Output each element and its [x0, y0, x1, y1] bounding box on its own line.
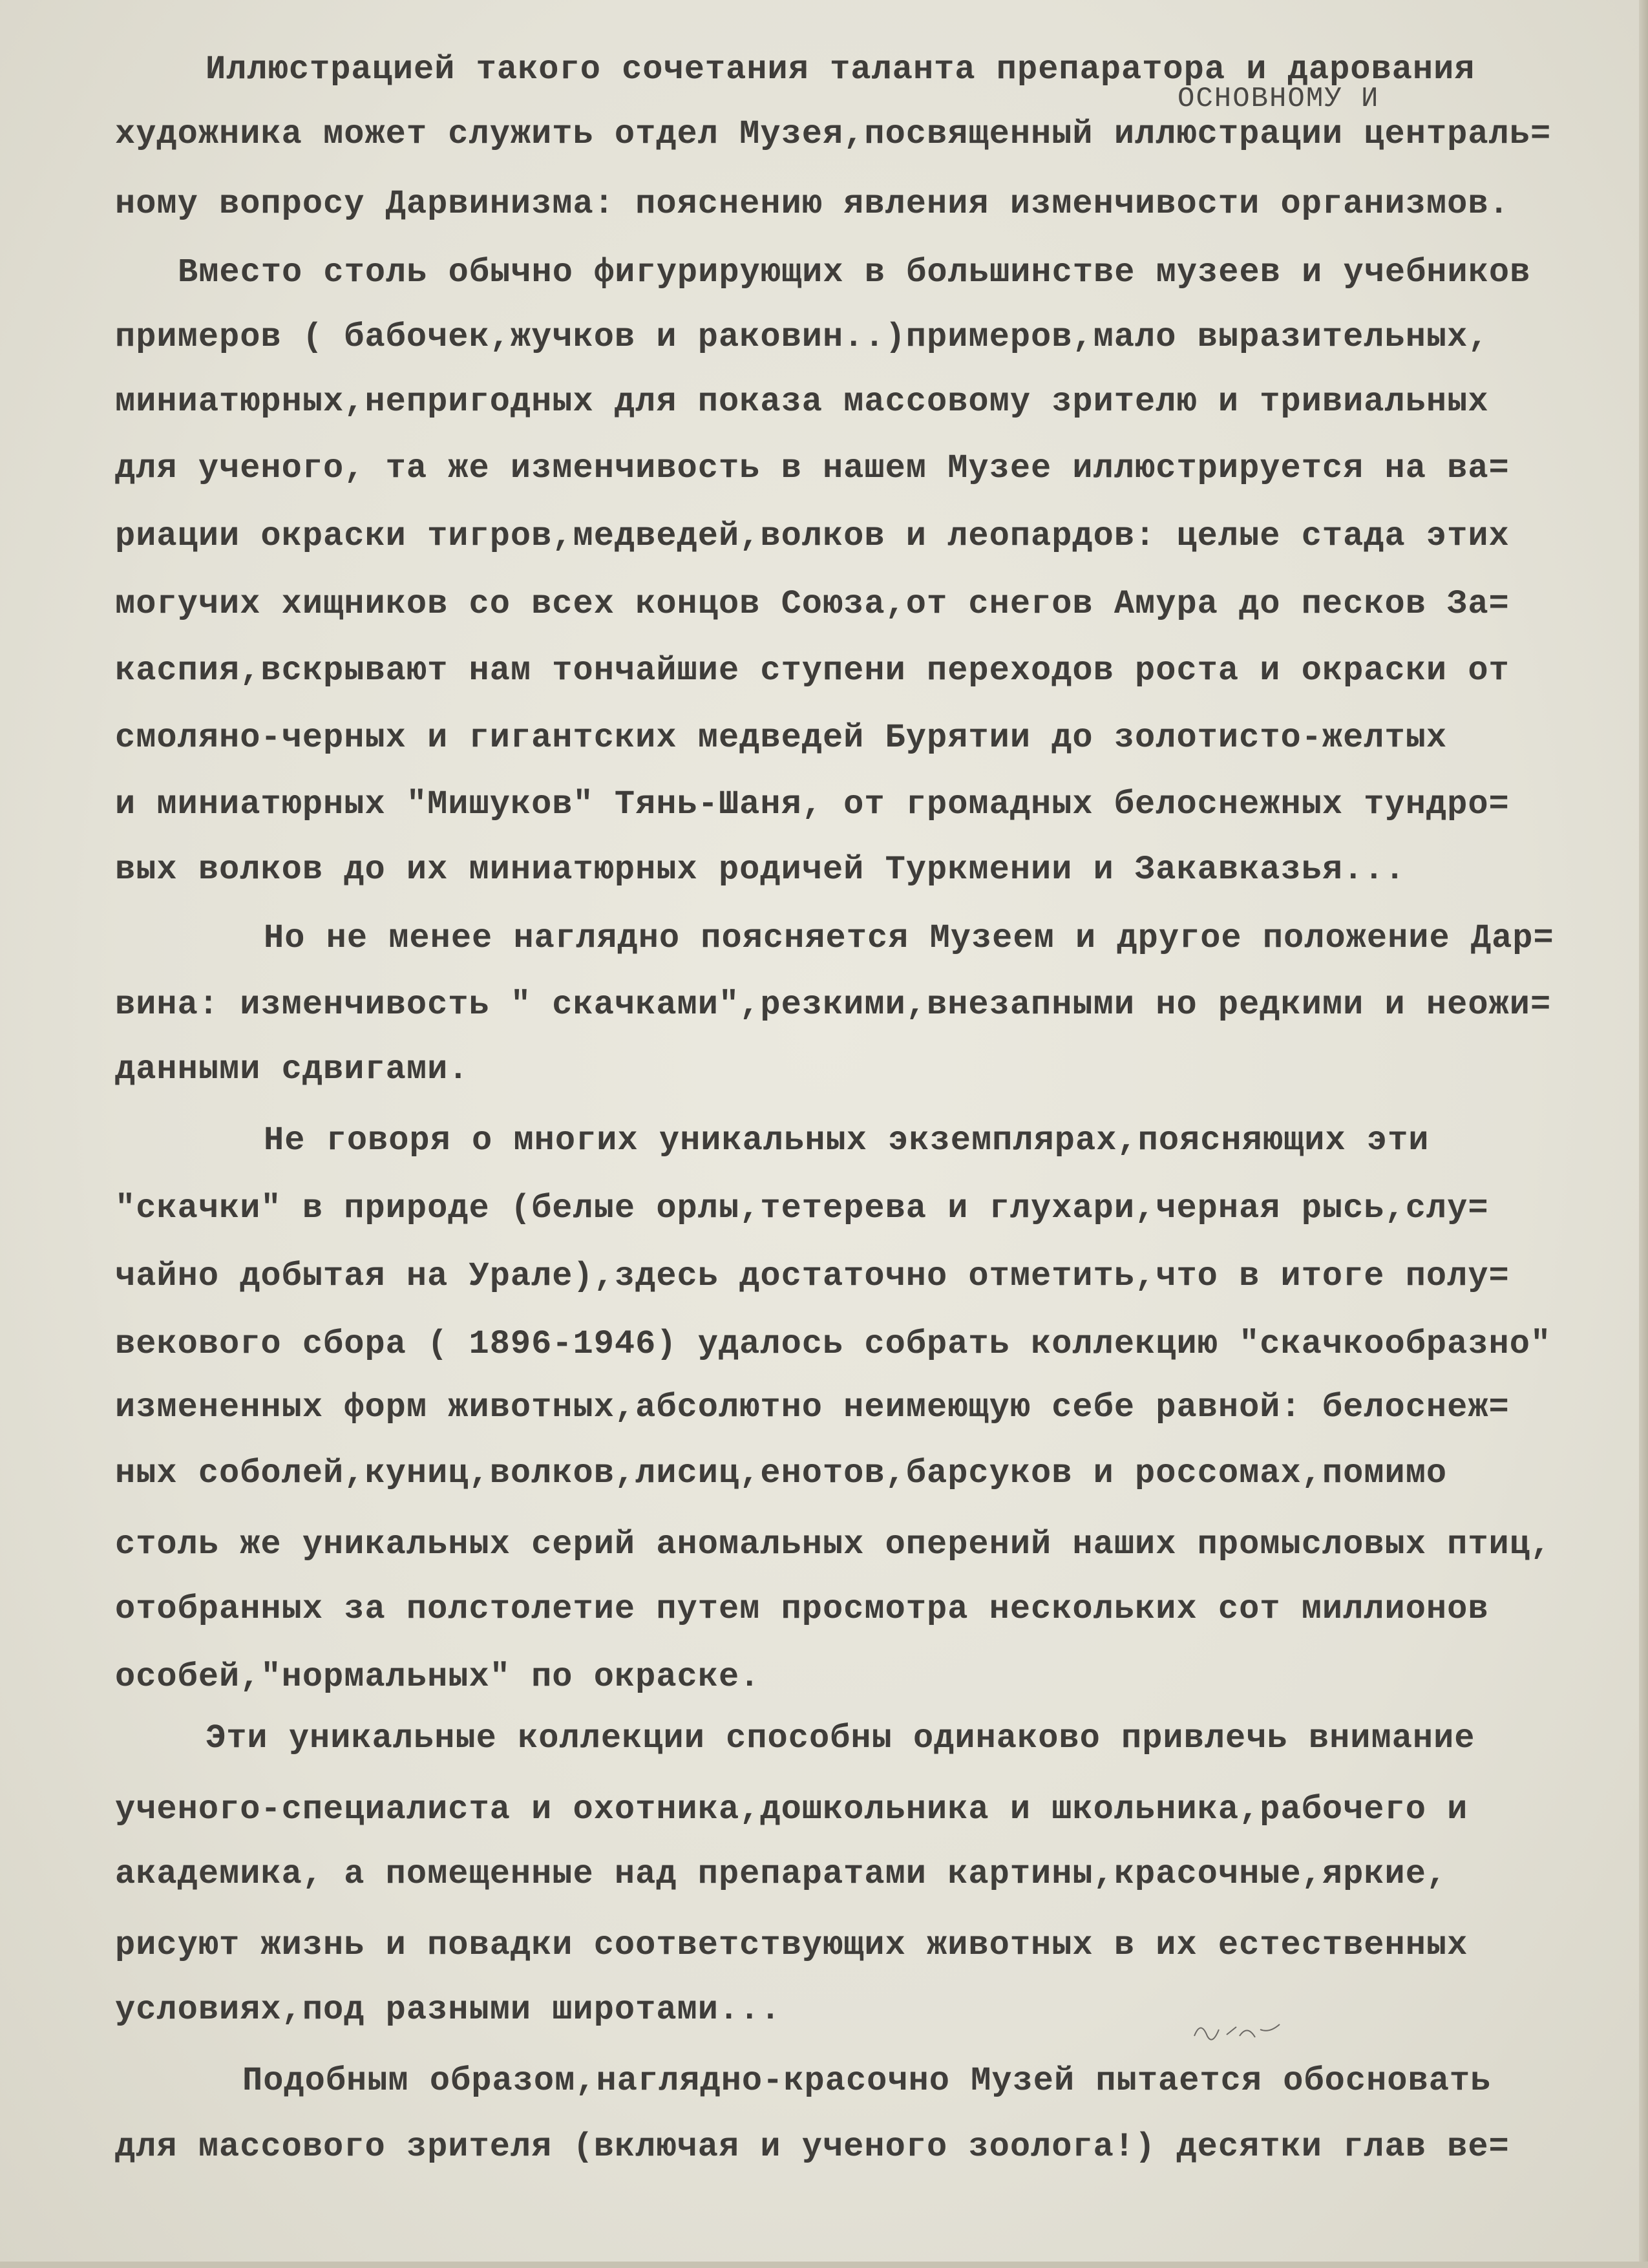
- text-line-28: академика, а помещенные над препаратами картины,красочные,яркие,: [115, 1855, 1448, 1893]
- text-line-10: каспия,вскрывают нам тончайшие ступени переходов роста и окраски от: [115, 652, 1510, 690]
- page-edge-shadow: [1639, 0, 1648, 2268]
- text-line-26: Эти уникальные коллекции способны одинаково привлечь внимание: [206, 1719, 1475, 1757]
- text-line-8: риации окраски тигров,медведей,волков и леопардов: целые стада этих: [115, 517, 1510, 555]
- text-line-25: особей,"нормальных" по окраске.: [115, 1658, 761, 1696]
- text-line-27: ученого-специалиста и охотника,дошкольника и школьника,рабочего и: [115, 1790, 1468, 1828]
- text-line-12: и миниатюрных "Мишуков" Тянь-Шаня, от громадных белоснежных тундро=: [115, 785, 1510, 823]
- text-line-17: Не говоря о многих уникальных экземплярах,поясняющих эти: [264, 1121, 1430, 1160]
- text-line-16: данными сдвигами.: [115, 1050, 469, 1088]
- text-line-7: для ученого, та же изменчивость в нашем Музее иллюстрируется на ва=: [115, 449, 1510, 487]
- handwritten-insertion: ОСНОВНОМУ И: [1178, 83, 1380, 115]
- page-bottom-edge: [0, 2262, 1648, 2268]
- text-line-2: художника может служить отдел Музея,посвященный иллюстрации централь=: [115, 115, 1552, 153]
- text-line-31: Подобным образом,наглядно-красочно Музей пытается обосновать: [242, 2062, 1492, 2100]
- pencil-scribble-mark: [1188, 2010, 1291, 2049]
- text-line-1: Иллюстрацией такого сочетания таланта препаратора и дарования: [206, 50, 1475, 89]
- text-line-22: ных соболей,куниц,волков,лисиц,енотов,барсуков и россомах,помимо: [115, 1454, 1448, 1492]
- text-line-14: Но не менее наглядно поясняется Музеем и другое положение Дар=: [264, 919, 1554, 957]
- text-line-20: векового сбора ( 1896-1946) удалось собрать коллекцию "скачкообразно": [115, 1325, 1552, 1363]
- text-line-13: вых волков до их миниатюрных родичей Туркмении и Закавказья...: [115, 851, 1406, 889]
- text-line-4: Вместо столь обычно фигурирующих в большинстве музеев и учебников: [178, 253, 1531, 291]
- text-line-11: смоляно-черных и гигантских медведей Бурятии до золотисто-желтых: [115, 719, 1448, 757]
- text-line-5: примеров ( бабочек,жучков и раковин..)примеров,мало выразительных,: [115, 318, 1489, 356]
- text-line-19: чайно добытая на Урале),здесь достаточно отметить,что в итоге полу=: [115, 1257, 1510, 1295]
- text-line-21: измененных форм животных,абсолютно неимеющую себе равной: белоснеж=: [115, 1388, 1510, 1426]
- text-line-9: могучих хищников со всех концов Союза,от снегов Амура до песков За=: [115, 585, 1510, 623]
- text-line-18-before: "скачки" в природе (белые орлы,тетерева и глухари,черная рысь,слу=: [115, 1189, 1489, 1227]
- text-line-30: условиях,под разными широтами...: [115, 1991, 781, 2029]
- text-line-18: [115, 1189, 1489, 1228]
- text-line-3: ному вопросу Дарвинизма: пояснению явления изменчивости организмов.: [115, 185, 1510, 223]
- text-line-6: миниатюрных,непригодных для показа массовому зрителю и тривиальных: [115, 383, 1489, 421]
- text-line-23: столь же уникальных серий аномальных оперений наших промысловых птиц,: [115, 1525, 1552, 1563]
- text-line-24: отобранных за полстолетие путем просмотра нескольких сот миллионов: [115, 1590, 1489, 1628]
- text-line-29: рисуют жизнь и повадки соответствующих животных в их естественных: [115, 1926, 1468, 1964]
- text-line-15: вина: изменчивость " скачками",резкими,внезапными но редкими и неожи=: [115, 986, 1552, 1024]
- text-line-32: для массового зрителя (включая и ученого зоолога!) десятки глав ве=: [115, 2128, 1510, 2166]
